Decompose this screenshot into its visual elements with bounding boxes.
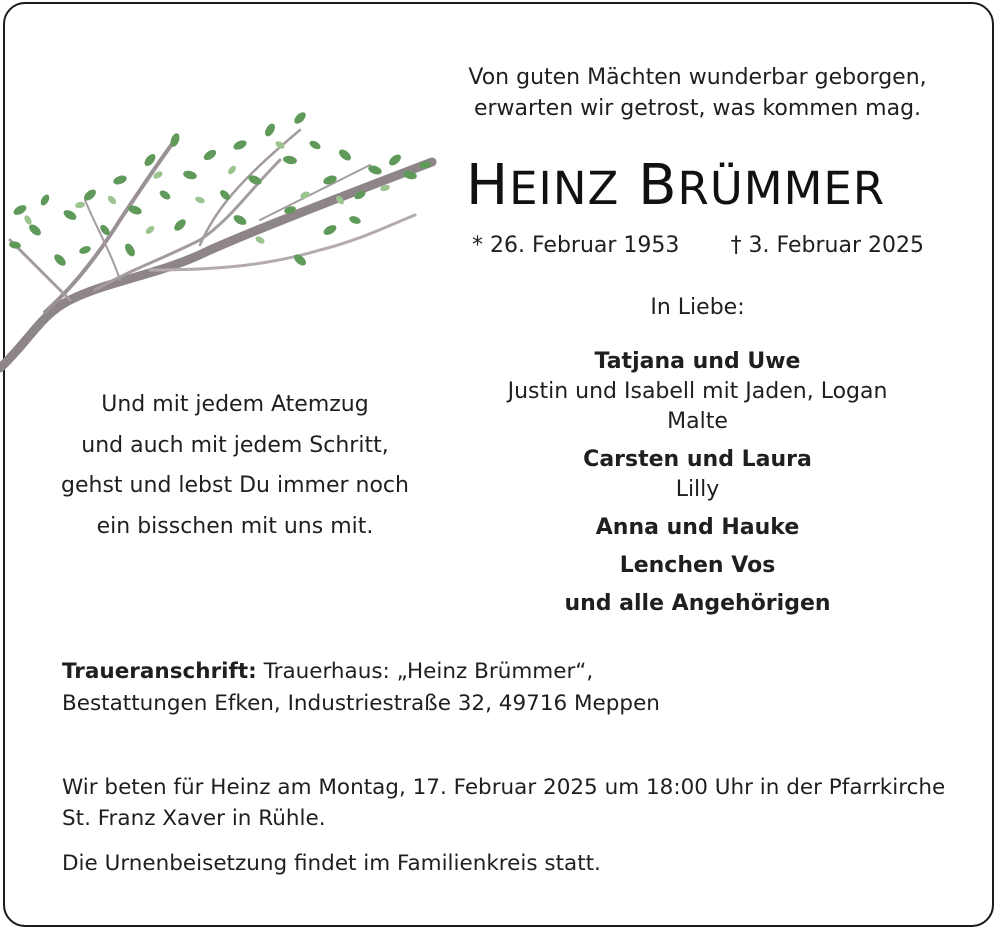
tree-branch-illustration [0,100,440,375]
motto-quote [430,62,965,124]
mourner-single: und alle Angehörigen [564,591,831,616]
name-rest: RÜMMER [677,162,886,215]
mourners-list [460,293,935,627]
name-initial: H [466,153,510,218]
poem-line: gehst und lebst Du immer noch [61,473,409,498]
address-line: Bestattungen Efken, Industriestraße 32, 49716 Meppen [62,691,660,716]
mourner-single: Anna und Hauke [595,515,800,540]
death-date: † 3. Februar 2025 [730,233,924,258]
service-line: Wir beten für Heinz am Montag, 17. Februar 2025 um 18:00 Uhr in der Pfarrkirche [62,775,946,800]
mourner-single: Lenchen Vos [619,553,776,578]
poem-line: ein bisschen mit uns mit. [96,513,374,539]
deceased-name [466,150,885,225]
mourner-group [460,347,935,437]
service-notice [62,772,972,834]
mourner-main: Carsten und Laura [583,447,812,472]
mourners-intro: In Liebe: [650,295,745,320]
urn-notice: Die Urnenbeisetzung findet im Familienkreis statt. [62,851,601,876]
life-dates [472,231,924,261]
address-line [62,656,962,688]
name-rest: EINZ [509,162,620,215]
poem [40,385,430,547]
motto-line: erwarten wir getrost, was kommen mag. [473,96,922,121]
mourner-sub: Justin und Isabell mit Jaden, Logan [507,379,888,404]
mourner-main: Tatjana und Uwe [594,349,801,374]
mourning-address [62,656,962,720]
motto-line: Von guten Mächten wunderbar geborgen, [468,65,927,90]
mourner-sub: Lilly [675,477,720,502]
service-line: St. Franz Xaver in Rühle. [62,806,326,831]
poem-line: Und mit jedem Atemzug [101,392,369,417]
name-initial: B [638,153,678,218]
mourner-sub: Malte [667,409,728,434]
poem-line: und auch mit jedem Schritt, [81,432,389,458]
address-label: Traueranschrift: [62,659,257,684]
mourner-group [460,445,935,505]
birth-date: * 26. Februar 1953 [472,233,680,258]
address-text: Trauerhaus: „Heinz Brümmer“, [263,659,594,684]
